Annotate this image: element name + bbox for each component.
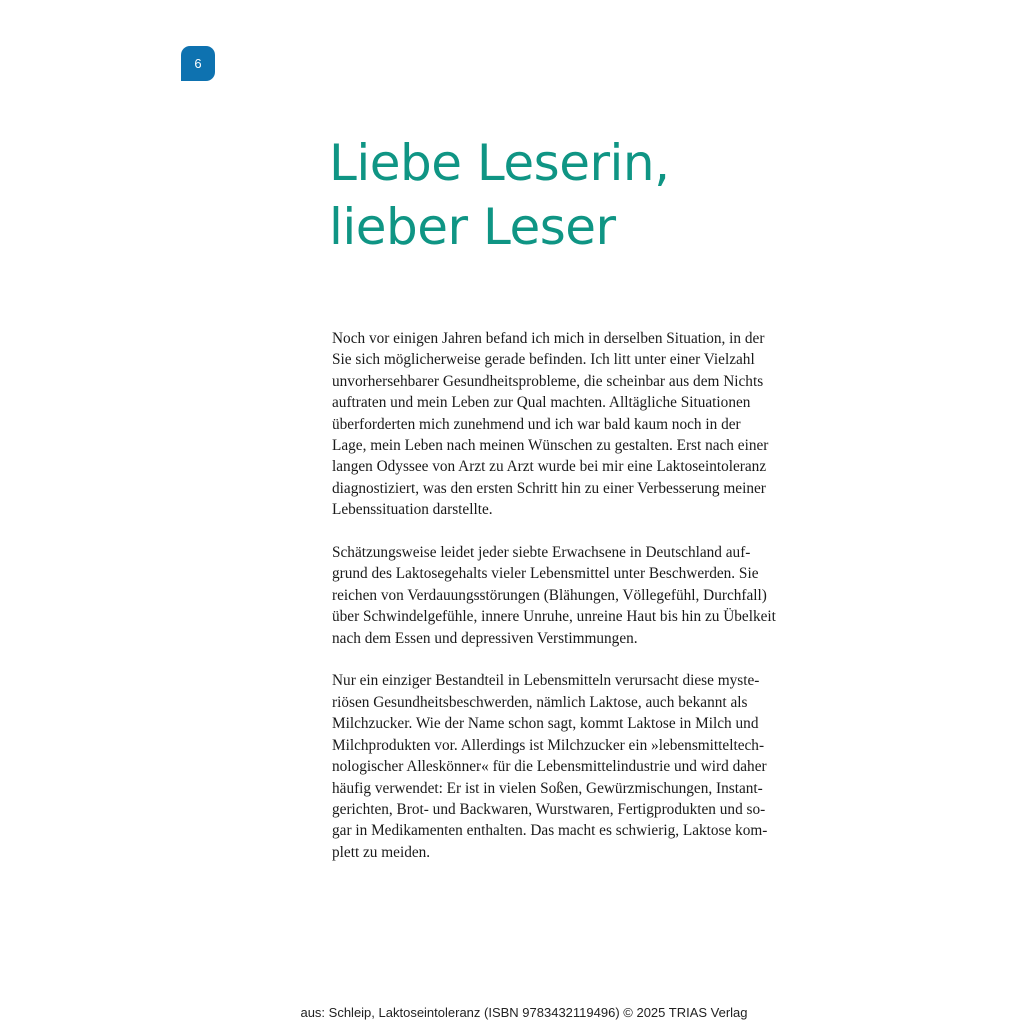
text-line: Sie sich möglicherweise gerade befinden. Ich litt unter einer Vielzahl [332, 351, 755, 369]
text-line: Schätzungsweise leidet jeder siebte Erwachsene in Deutschland auf- [332, 544, 751, 562]
page-title [329, 131, 670, 259]
paragraph-2 [332, 542, 824, 649]
title-line: Liebe Leserin, [329, 134, 670, 192]
title-line: lieber Leser [329, 198, 616, 256]
text-line: Lage, mein Leben nach meinen Wünschen zu gestalten. Erst nach einer [332, 437, 769, 455]
body-text [332, 328, 824, 885]
text-line: überforderten mich zunehmend und ich war bald kaum noch in der [332, 415, 741, 433]
footer-source: aus: Schleip, Laktoseintoleranz (ISBN 9783432119496) © 2025 TRIAS Verlag [300, 1005, 748, 1020]
text-line: nach dem Essen und depressiven Verstimmungen. [332, 629, 638, 647]
text-line: Milchprodukten vor. Allerdings ist Milchzucker ein »lebensmitteltech- [332, 736, 765, 754]
text-line: gar in Medikamenten enthalten. Das macht es schwierig, Laktose kom- [332, 822, 768, 840]
text-line: reichen von Verdauungsstörungen (Blähungen, Völlegefühl, Durchfall) [332, 586, 767, 604]
text-line: unvorhersehbarer Gesundheitsprobleme, die scheinbar aus dem Nichts [332, 372, 764, 390]
text-line: auftraten und mein Leben zur Qual machten. Alltägliche Situationen [332, 394, 751, 412]
text-line: Noch vor einigen Jahren befand ich mich in derselben Situation, in der [332, 330, 765, 347]
text-line: über Schwindelgefühle, innere Unruhe, unreine Haut bis hin zu Übelkeit [332, 608, 776, 626]
text-line: langen Odyssee von Arzt zu Arzt wurde bei mir eine Laktoseintoleranz [332, 458, 767, 476]
text-line: diagnostiziert, was den ersten Schritt hin zu einer Verbesserung meiner [332, 479, 766, 497]
text-line: häufig verwendet: Er ist in vielen Soßen, Gewürzmischungen, Instant- [332, 779, 763, 797]
text-line: riösen Gesundheitsbeschwerden, nämlich Laktose, auch bekannt als [332, 693, 748, 711]
text-line: gerichten, Brot- und Backwaren, Wurstwaren, Fertigprodukten und so- [332, 800, 766, 818]
text-line: Nur ein einziger Bestandteil in Lebensmitteln verursacht diese myste- [332, 672, 760, 690]
page-number: 6 [194, 56, 202, 71]
text-line: nologischer Alleskönner« für die Lebensmittelindustrie und wird daher [332, 758, 767, 776]
text-line: Lebenssituation darstellte. [332, 501, 493, 519]
text-line: plett zu meiden. [332, 843, 431, 861]
page-number-badge [181, 46, 215, 81]
paragraph-1 [332, 328, 824, 521]
paragraph-3 [332, 670, 824, 863]
text-line: grund des Laktosegehalts vieler Lebensmittel unter Beschwerden. Sie [332, 565, 759, 583]
text-line: Milchzucker. Wie der Name schon sagt, kommt Laktose in Milch und [332, 715, 759, 733]
